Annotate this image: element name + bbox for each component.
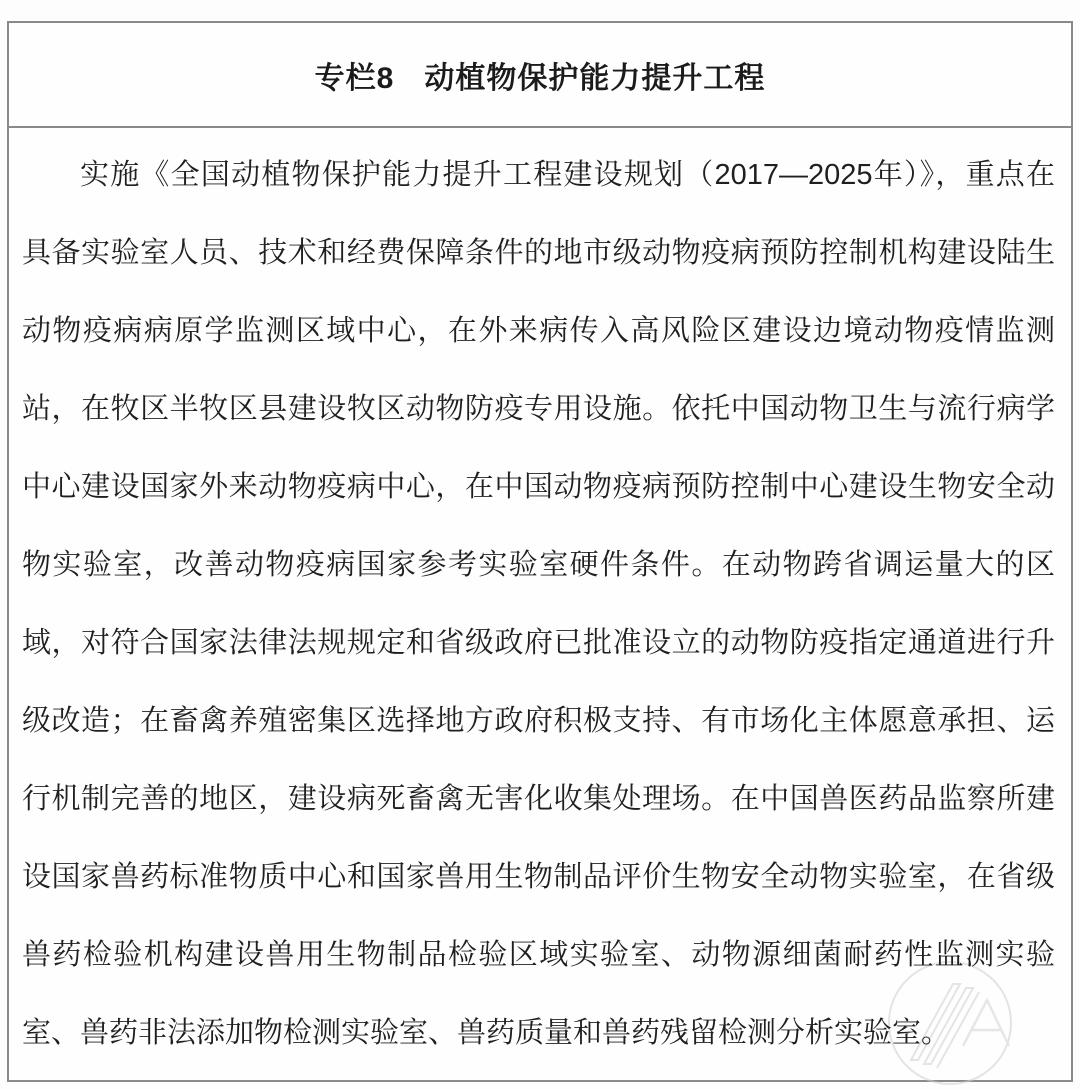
body-line: 中心建设国家外来动物疫病中心，在中国动物疫病预防控制中心建设生物安全动: [22, 471, 1055, 503]
body-line: 站，在牧区半牧区县建设牧区动物防疫专用设施。依托中国动物卫生与流行病学: [22, 393, 1055, 425]
body-line: 动物疫病病原学监测区域中心，在外来病传入高风险区建设边境动物疫情监测: [22, 315, 1055, 347]
body-line: 设国家兽药标准物质中心和国家兽用生物制品评价生物安全动物实验室，在省级: [22, 861, 1055, 893]
body-line: 域，对符合国家法律法规规定和省级政府已批准设立的动物防疫指定通道进行升: [22, 627, 1055, 659]
body-line: 级改造；在畜禽养殖密集区选择地方政府积极支持、有市场化主体愿意承担、运: [22, 705, 1055, 737]
body-line: 物实验室，改善动物疫病国家参考实验室硬件条件。在动物跨省调运量大的区: [22, 549, 1055, 581]
column-panel: [7, 21, 1073, 1082]
panel-title: [9, 23, 1071, 128]
body-line: 兽药检验机构建设兽用生物制品检验区域实验室、动物源细菌耐药性监测实验: [22, 939, 1055, 971]
body-line: 行机制完善的地区，建设病死畜禽无害化收集处理场。在中国兽医药品监察所建: [22, 783, 1055, 815]
panel-body: [9, 128, 1071, 1072]
panel-title-prefix: 专栏8: [314, 61, 395, 95]
panel-title-text: 动植物保护能力提升工程: [424, 61, 766, 95]
body-line: 实施《全国动植物保护能力提升工程建设规划（2017—2025年）》，重点在: [80, 159, 1055, 191]
body-line: 具备实验室人员、技术和经费保障条件的地市级动物疫病预防控制机构建设陆生: [22, 237, 1055, 269]
body-line: 室、兽药非法添加物检测实验室、兽药质量和兽药残留检测分析实验室。: [22, 1017, 951, 1049]
